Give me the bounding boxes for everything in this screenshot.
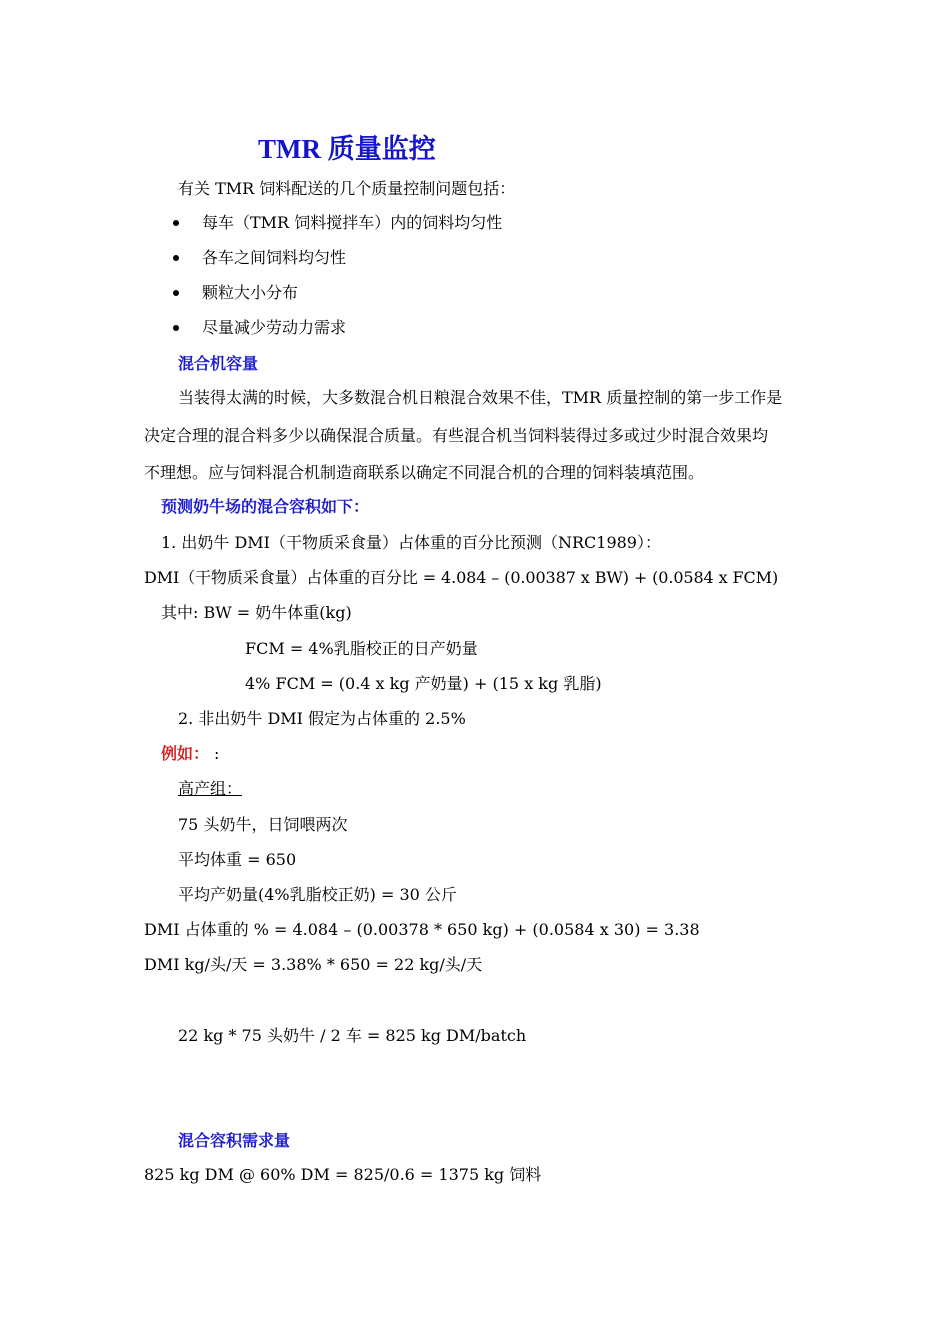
where-fcm-calc: 4% FCM = (0.4 x kg 产奶量) + (15 x kg 乳脂) (245, 674, 602, 693)
list-item-text: 各车之间饲料均匀性 (202, 248, 347, 267)
example-label: 例如： (161, 744, 210, 763)
paragraph-line: 当装得太满的时候，大多数混合机日粮混合效果不佳，TMR 质量控制的第一步工作是 (178, 388, 783, 407)
section-heading-prediction: 预测奶牛场的混合容积如下： (161, 497, 370, 516)
example-colon: : (214, 744, 220, 763)
section-heading-mixer-capacity: 混合机容量 (178, 354, 259, 373)
dmi-formula: DMI（干物质采食量）占体重的百分比 = 4.084 – (0.00387 x BW) + (0.0584 x FCM) (144, 568, 779, 587)
where-bw: 其中: BW = 奶牛体重(kg) (161, 603, 352, 622)
paragraph-line: 决定合理的混合料多少以确保混合质量。有些混合机当饲料装得过多或过少时混合效果均 (144, 426, 769, 445)
numbered-item-2: 2. 非出奶牛 DMI 假定为占体重的 2.5% (178, 709, 466, 728)
section-heading-volume: 混合容积需求量 (178, 1131, 291, 1150)
example-dmi-percent: DMI 占体重的 % = 4.084 – (0.00378 * 650 kg) + (0.0584 x 30) = 3.38 (144, 920, 700, 939)
list-item-text: 颗粒大小分布 (202, 283, 299, 302)
example-batch: 22 kg * 75 头奶牛 / 2 车 = 825 kg DM/batch (178, 1026, 527, 1045)
bullet-icon (173, 290, 179, 296)
bullet-icon (173, 255, 179, 261)
list-item-text: 尽量减少劳动力需求 (202, 318, 347, 337)
page-title: TMR 质量监控 (258, 134, 436, 164)
example-dmi-kg: DMI kg/头/天 = 3.38% * 650 = 22 kg/头/天 (144, 955, 483, 974)
where-fcm: FCM = 4%乳脂校正的日产奶量 (245, 639, 478, 658)
example-milk: 平均产奶量(4%乳脂校正奶) = 30 公斤 (178, 885, 457, 904)
example-cows: 75 头奶牛，日饲喂两次 (178, 815, 348, 834)
list-item-text: 每车（TMR 饲料搅拌车）内的饲料均匀性 (202, 213, 503, 232)
bullet-icon (173, 325, 179, 331)
bullet-icon (173, 220, 179, 226)
group-label: 高产组： (178, 779, 243, 798)
intro-text: 有关 TMR 饲料配送的几个质量控制问题包括： (178, 179, 516, 198)
volume-formula: 825 kg DM @ 60% DM = 825/0.6 = 1375 kg 饲料 (144, 1165, 542, 1184)
paragraph-line: 不理想。应与饲料混合机制造商联系以确定不同混合机的合理的饲料装填范围。 (144, 463, 705, 482)
numbered-item-1: 1. 出奶牛 DMI（干物质采食量）占体重的百分比预测（NRC1989）： (161, 533, 661, 552)
example-weight: 平均体重 = 650 (178, 850, 297, 869)
